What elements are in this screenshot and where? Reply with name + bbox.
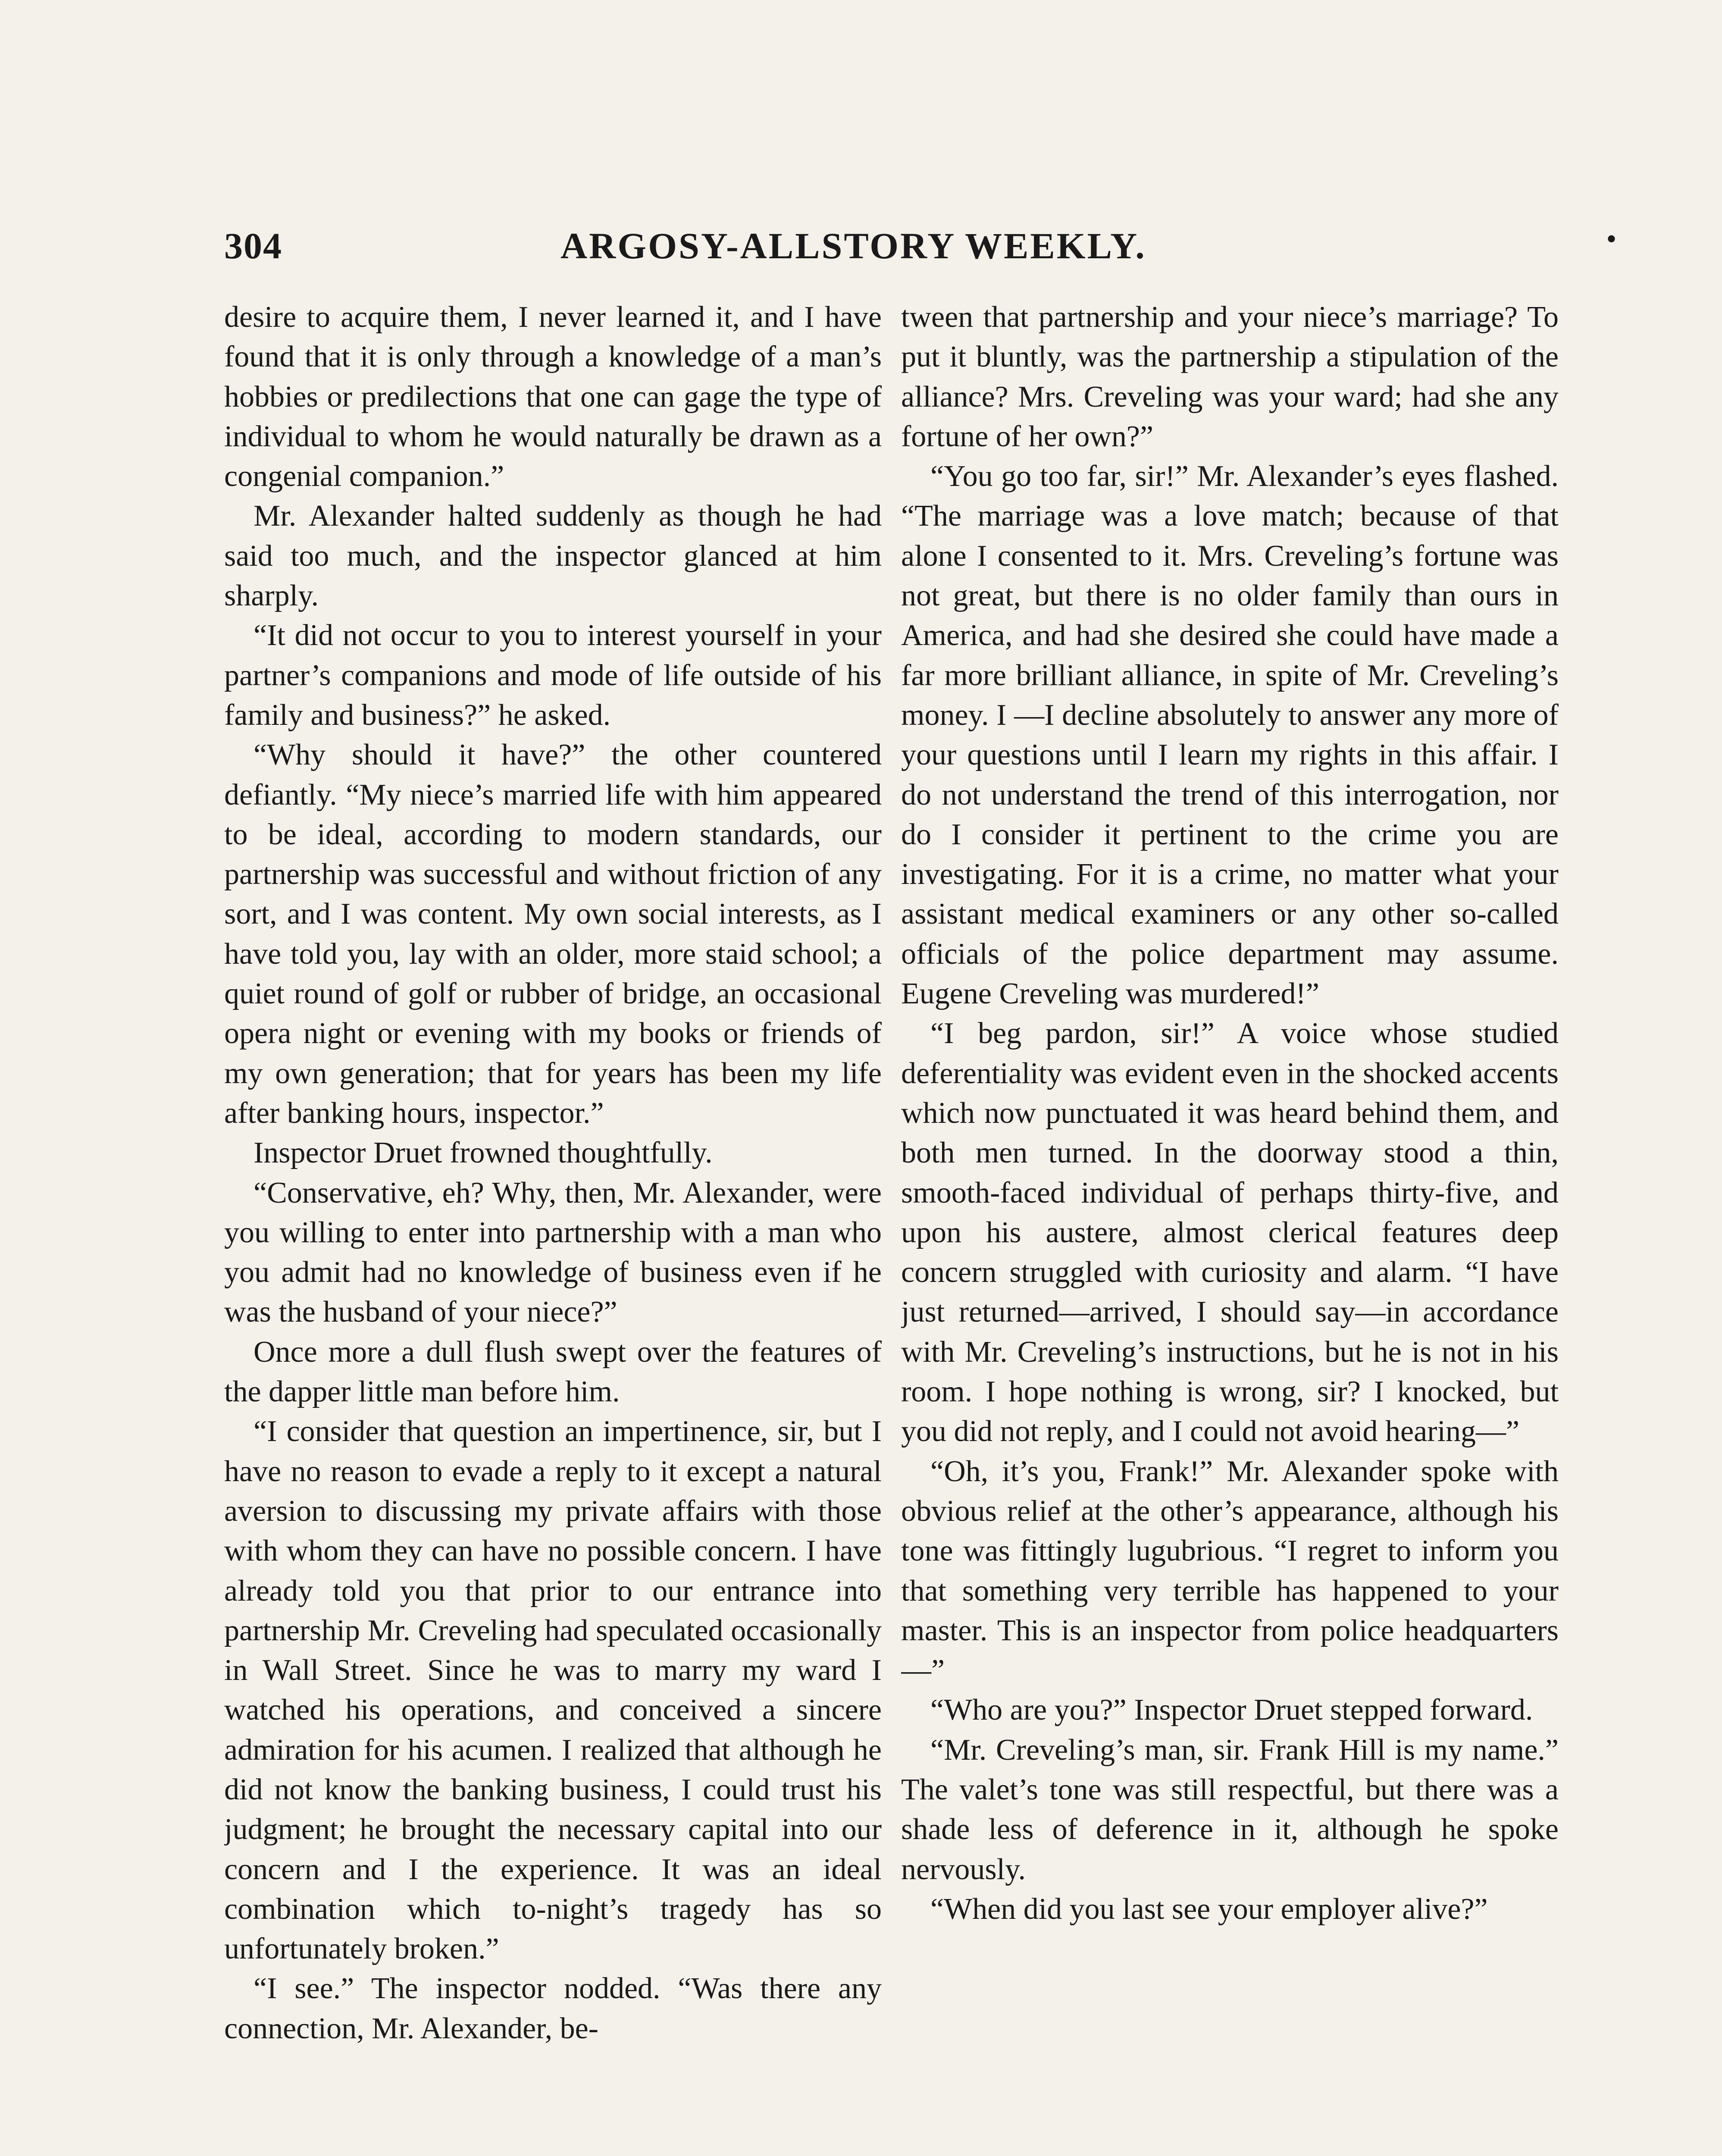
running-header	[224, 224, 1617, 276]
paragraph: desire to acquire them, I never learned it, and I have found that it is only through a knowledge of a man’s hobbies or predilections that one can gage the type of individual to whom he would naturally be drawn as a congenial companion.”	[224, 301, 882, 493]
paragraph: “Conservative, eh? Why, then, Mr. Alexander, were you willing to enter into partnership with a man who you admit had no knowledge of business even if he was the husband of your niece?”	[224, 1176, 882, 1329]
left-column	[224, 298, 882, 2156]
paragraph: “Oh, it’s you, Frank!” Mr. Alexander spoke with obvious relief at the other’s appearance, although his tone was fittingly lugubrious. “I regret to inform you that something very terrible has happened to your master. This is an inspector from police headquarters—”	[901, 1454, 1559, 1687]
paragraph: “Why should it have?” the other countered defiantly. “My niece’s married life with him appeared to be ideal, according to modern standards, our partnership was successful and without friction of any sort, and I was content. My own social interests, as I have told you, lay with an older, more staid school; a quiet round of golf or rubber of bridge, an occasional opera night or evening with my books or friends of my own generation; that for years has been my life after banking hours, inspector.”	[224, 738, 882, 1130]
page-number: 304	[224, 225, 282, 266]
stray-ink-mark: •	[1606, 225, 1617, 253]
paragraph: Mr. Alexander halted suddenly as though he had said too much, and the inspector glanced at him sharply.	[224, 499, 882, 613]
paragraph: “You go too far, sir!” Mr. Alexander’s eyes flashed. “The marriage was a love match; because of that alone I consented to it. Mrs. Creveling’s fortune was not great, but there is no older family than ours in America, and had she desired she could have made a far more brilliant alliance, in spite of Mr. Creveling’s money. I —I decline absolutely to answer any more of your questions until I learn my rights in this affair. I do not understand the trend of this interrogation, nor do I consider it pertinent to the crime you are investigating. For it is a crime, no matter what your assistant medical examiners or any other so-called officials of the police department may assume. Eugene Creveling was murdered!”	[901, 460, 1559, 1011]
paragraph: “When did you last see your employer alive?”	[930, 1892, 1488, 1926]
paragraph: “I beg pardon, sir!” A voice whose studied deferentiality was evident even in the shocked accents which now punctuated it was heard behind them, and both men turned. In the doorway stood a thin, smooth-faced individual of perhaps thirty-five, and upon his austere, almost clerical features deep concern struggled with curiosity and alarm. “I have just returned—arrived, I should say—in accordance with Mr. Creveling’s instructions, but he is not in his room. I hope nothing is wrong, sir? I knocked, but you did not reply, and I could not avoid hearing—”	[901, 1017, 1559, 1448]
paragraph: “It did not occur to you to interest yourself in your partner’s companions and mode of life outside of his family and business?” he asked.	[224, 619, 882, 732]
paragraph: “I consider that question an impertinence, sir, but I have no reason to evade a reply to it except a natural aversion to discussing my private affairs with those with whom they can have no possible concern. I have already told you that prior to our entrance into partnership Mr. Creveling had speculated occasionally in Wall Street. Since he was to marry my ward I watched his operations, and conceived a sincere admiration for his acumen. I realized that although he did not know the banking business, I could trust his judgment; he brought the necessary capital into our concern and I the experience. It was an ideal combination which to-night’s tragedy has so unfortunately broken.”	[224, 1415, 882, 1966]
paragraph: “Who are you?” Inspector Druet stepped forward.	[930, 1693, 1533, 1727]
paragraph: “Mr. Creveling’s man, sir. Frank Hill is my name.” The valet’s tone was still respectful, but there was a shade less of deference in it, although he spoke nervously.	[901, 1733, 1559, 1886]
paragraph: “I see.” The inspector nodded. “Was there any connection, Mr. Alexander, be-	[224, 1972, 882, 2045]
magazine-title: ARGOSY-ALLSTORY WEEKLY.	[560, 225, 1146, 266]
paragraph: Once more a dull flush swept over the features of the dapper little man before him.	[224, 1335, 882, 1409]
paragraph: tween that partnership and your niece’s marriage? To put it bluntly, was the partnership a stipulation of the alliance? Mrs. Creveling was your ward; had she any fortune of her own?”	[901, 301, 1559, 453]
paragraph: Inspector Druet frowned thoughtfully.	[254, 1136, 713, 1170]
right-column	[901, 298, 1559, 2156]
